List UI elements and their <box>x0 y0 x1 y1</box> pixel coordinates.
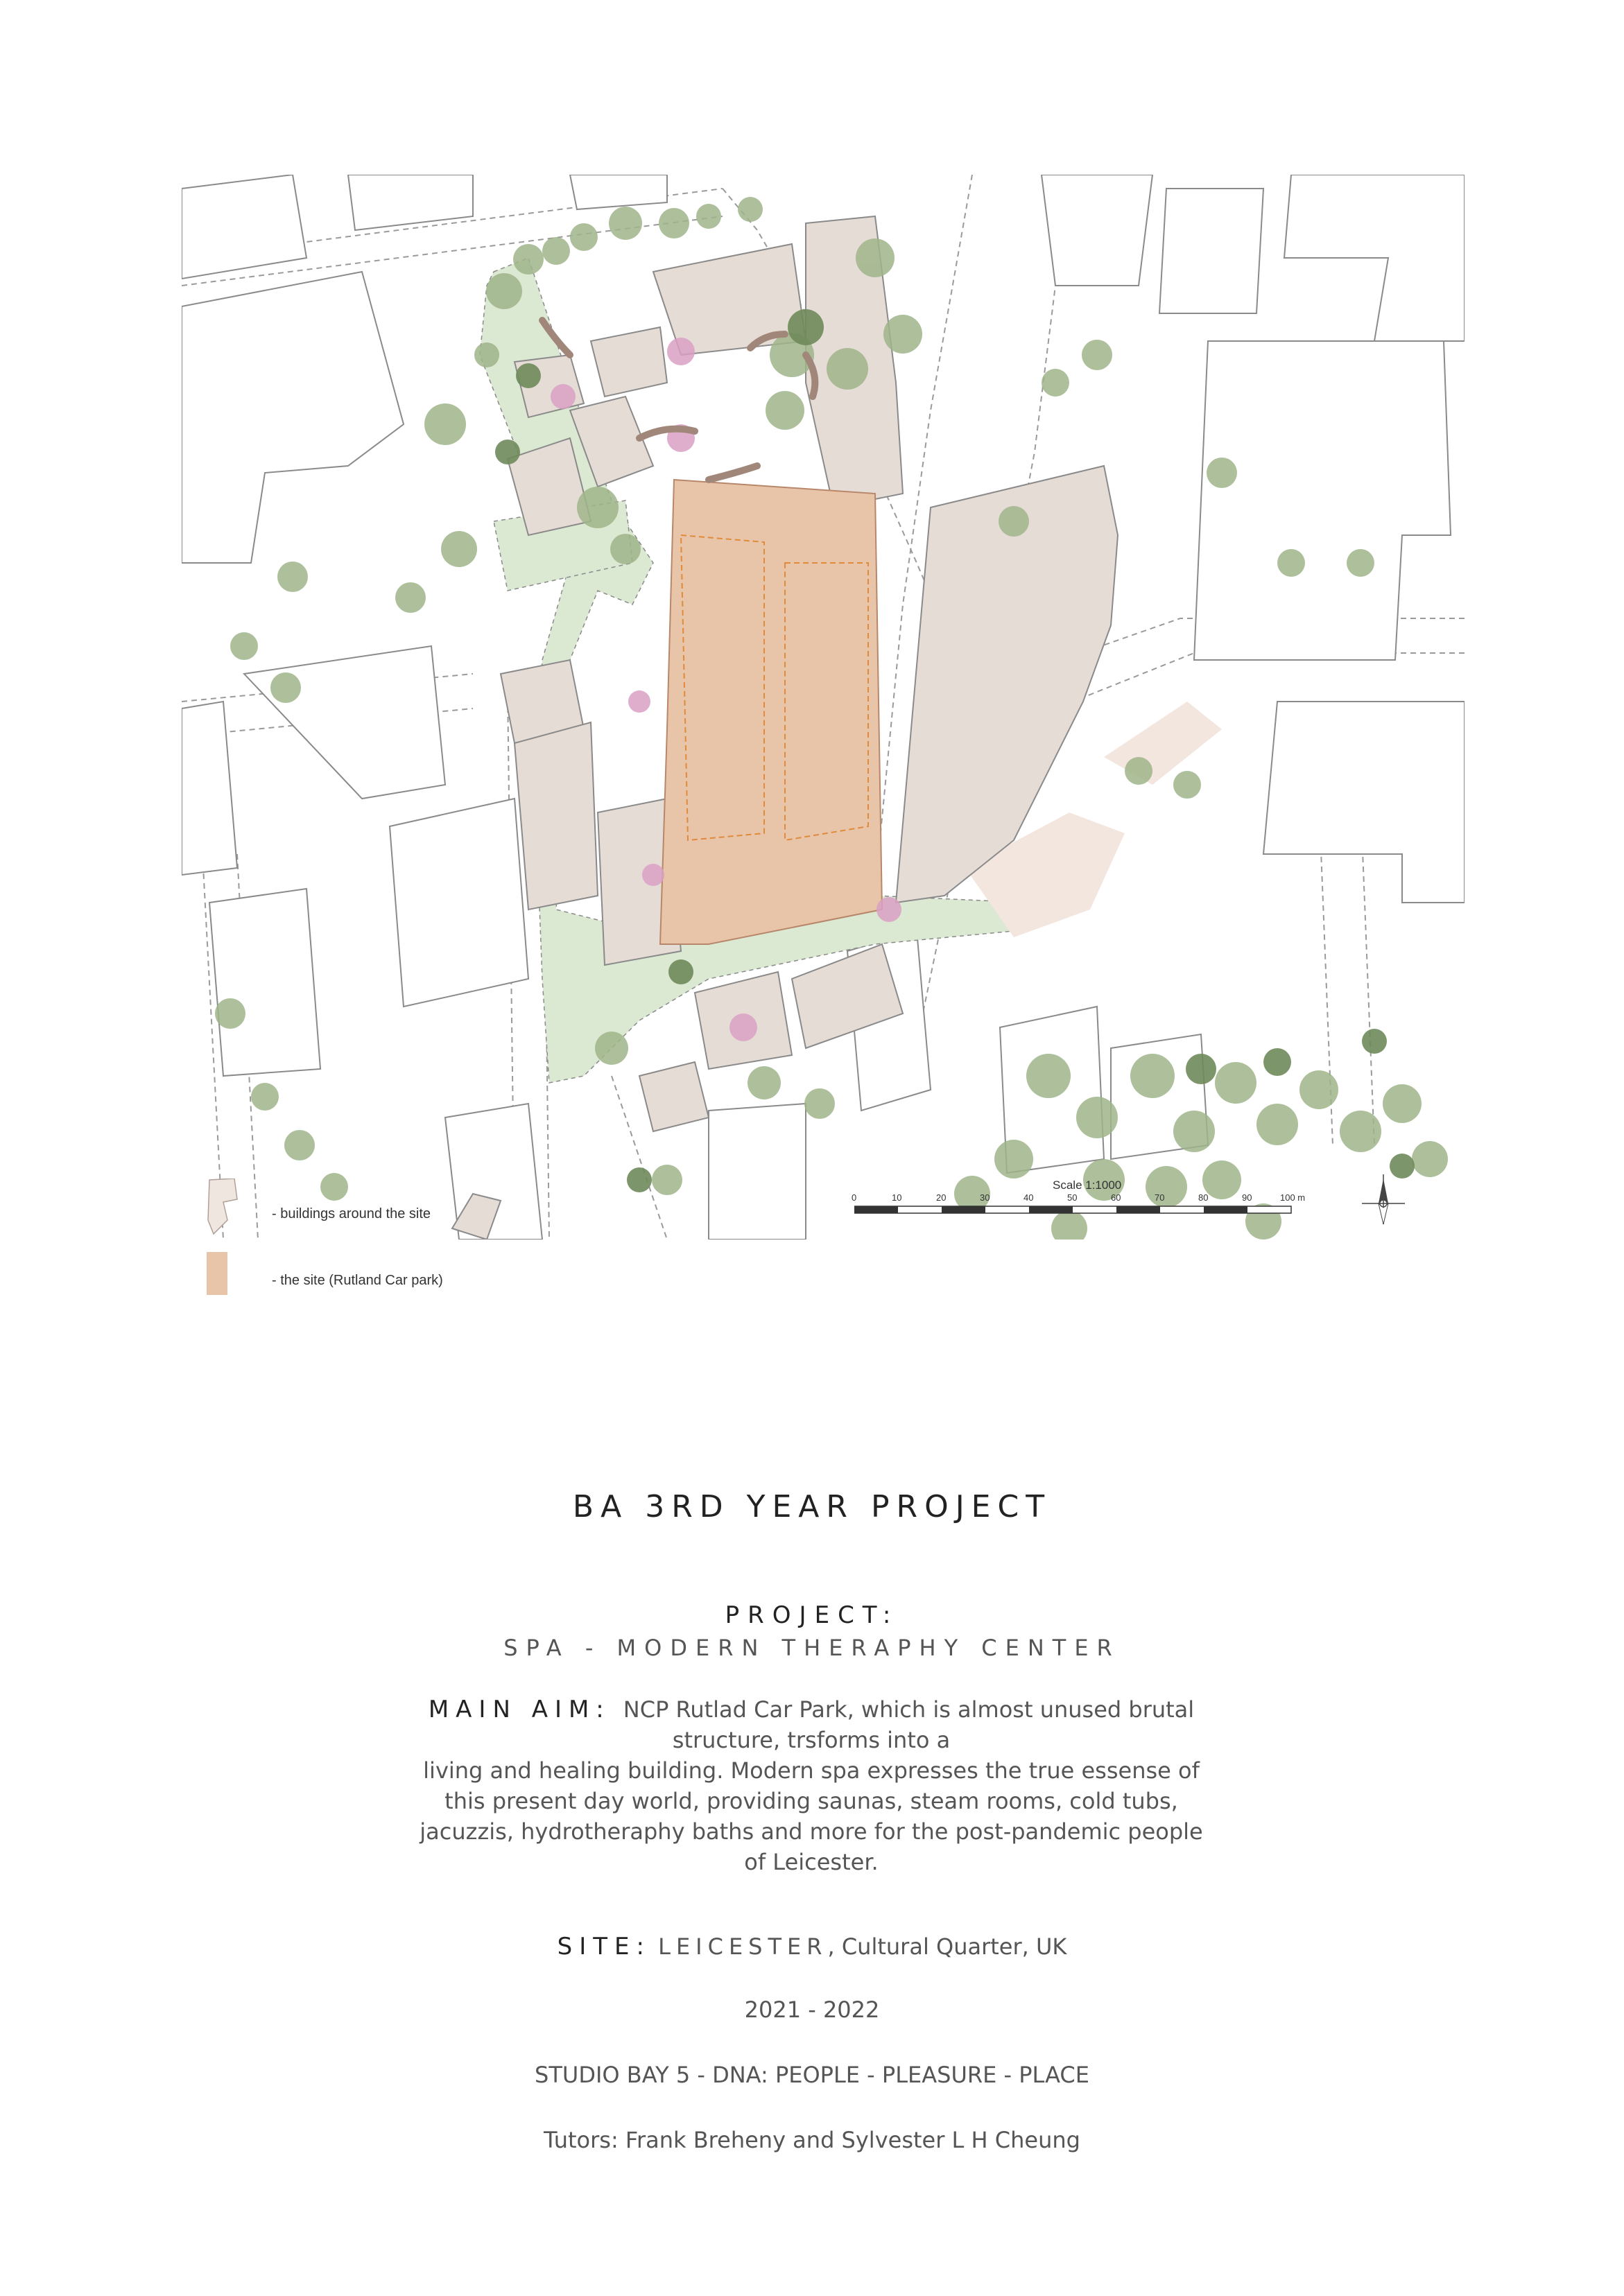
main-aim-text: of Leicester. <box>744 1849 879 1875</box>
project-name: SPA - MODERN THERAPHY CENTER <box>503 1635 1121 1661</box>
main-aim-text: NCP Rutlad Car Park, which is almost unused brutal <box>623 1696 1195 1723</box>
main-aim-text: structure, trsforms into a <box>672 1727 951 1753</box>
main-aim-text: jacuzzis, hydrotheraphy baths and more for the post-pandemic people <box>420 1818 1203 1845</box>
studio-line: STUDIO BAY 5 - DNA: PEOPLE - PLEASURE - PLACE <box>535 2062 1089 2088</box>
legend-label-site: - the site (Rutland Car park) <box>272 1273 443 1288</box>
tutors-line: Tutors: Frank Breheny and Sylvester L H Cheung <box>544 2127 1080 2153</box>
project-label: PROJECT: <box>725 1601 899 1629</box>
site-location: , Cultural Quarter, UK <box>827 1933 1067 1960</box>
main-aim-label: MAIN AIM: <box>428 1696 611 1723</box>
scale-bar-graphic <box>854 1205 1298 1216</box>
site-rutland-car-park <box>660 480 882 944</box>
main-aim-text: this present day world, providing saunas, steam rooms, cold tubs, <box>444 1788 1178 1814</box>
site-city: LEICESTER <box>658 1933 828 1960</box>
scale-tick: 0 <box>852 1192 857 1203</box>
site-line <box>0 1933 1624 1960</box>
main-aim-text: living and healing building. Modern spa expresses the true essense of <box>423 1757 1200 1784</box>
scale-tick: 90 <box>1242 1192 1252 1203</box>
scale-title: Scale 1:1000 <box>1053 1179 1122 1192</box>
scale-tick: 40 <box>1023 1192 1034 1203</box>
scale-tick: 30 <box>980 1192 990 1203</box>
scale-tick: 50 <box>1067 1192 1078 1203</box>
site-plan-drawing <box>182 175 1465 1240</box>
site-plan-map <box>182 175 1465 1240</box>
north-arrow-icon <box>1359 1172 1408 1227</box>
scale-tick: 70 <box>1155 1192 1165 1203</box>
page-title: BA 3RD YEAR PROJECT <box>572 1489 1052 1524</box>
scale-tick: 20 <box>936 1192 947 1203</box>
legend-swatch-buildings <box>207 1179 248 1235</box>
project-years: 2021 - 2022 <box>744 1997 880 2023</box>
scale-tick: 10 <box>892 1192 902 1203</box>
main-aim-block <box>388 1694 1234 1877</box>
scale-tick: 80 <box>1198 1192 1209 1203</box>
site-label: SITE: <box>557 1933 651 1960</box>
legend-label-buildings: - buildings around the site <box>272 1206 431 1221</box>
scale-tick: 100 m <box>1280 1192 1306 1203</box>
scale-tick: 60 <box>1111 1192 1121 1203</box>
legend-swatch-site <box>207 1252 227 1295</box>
